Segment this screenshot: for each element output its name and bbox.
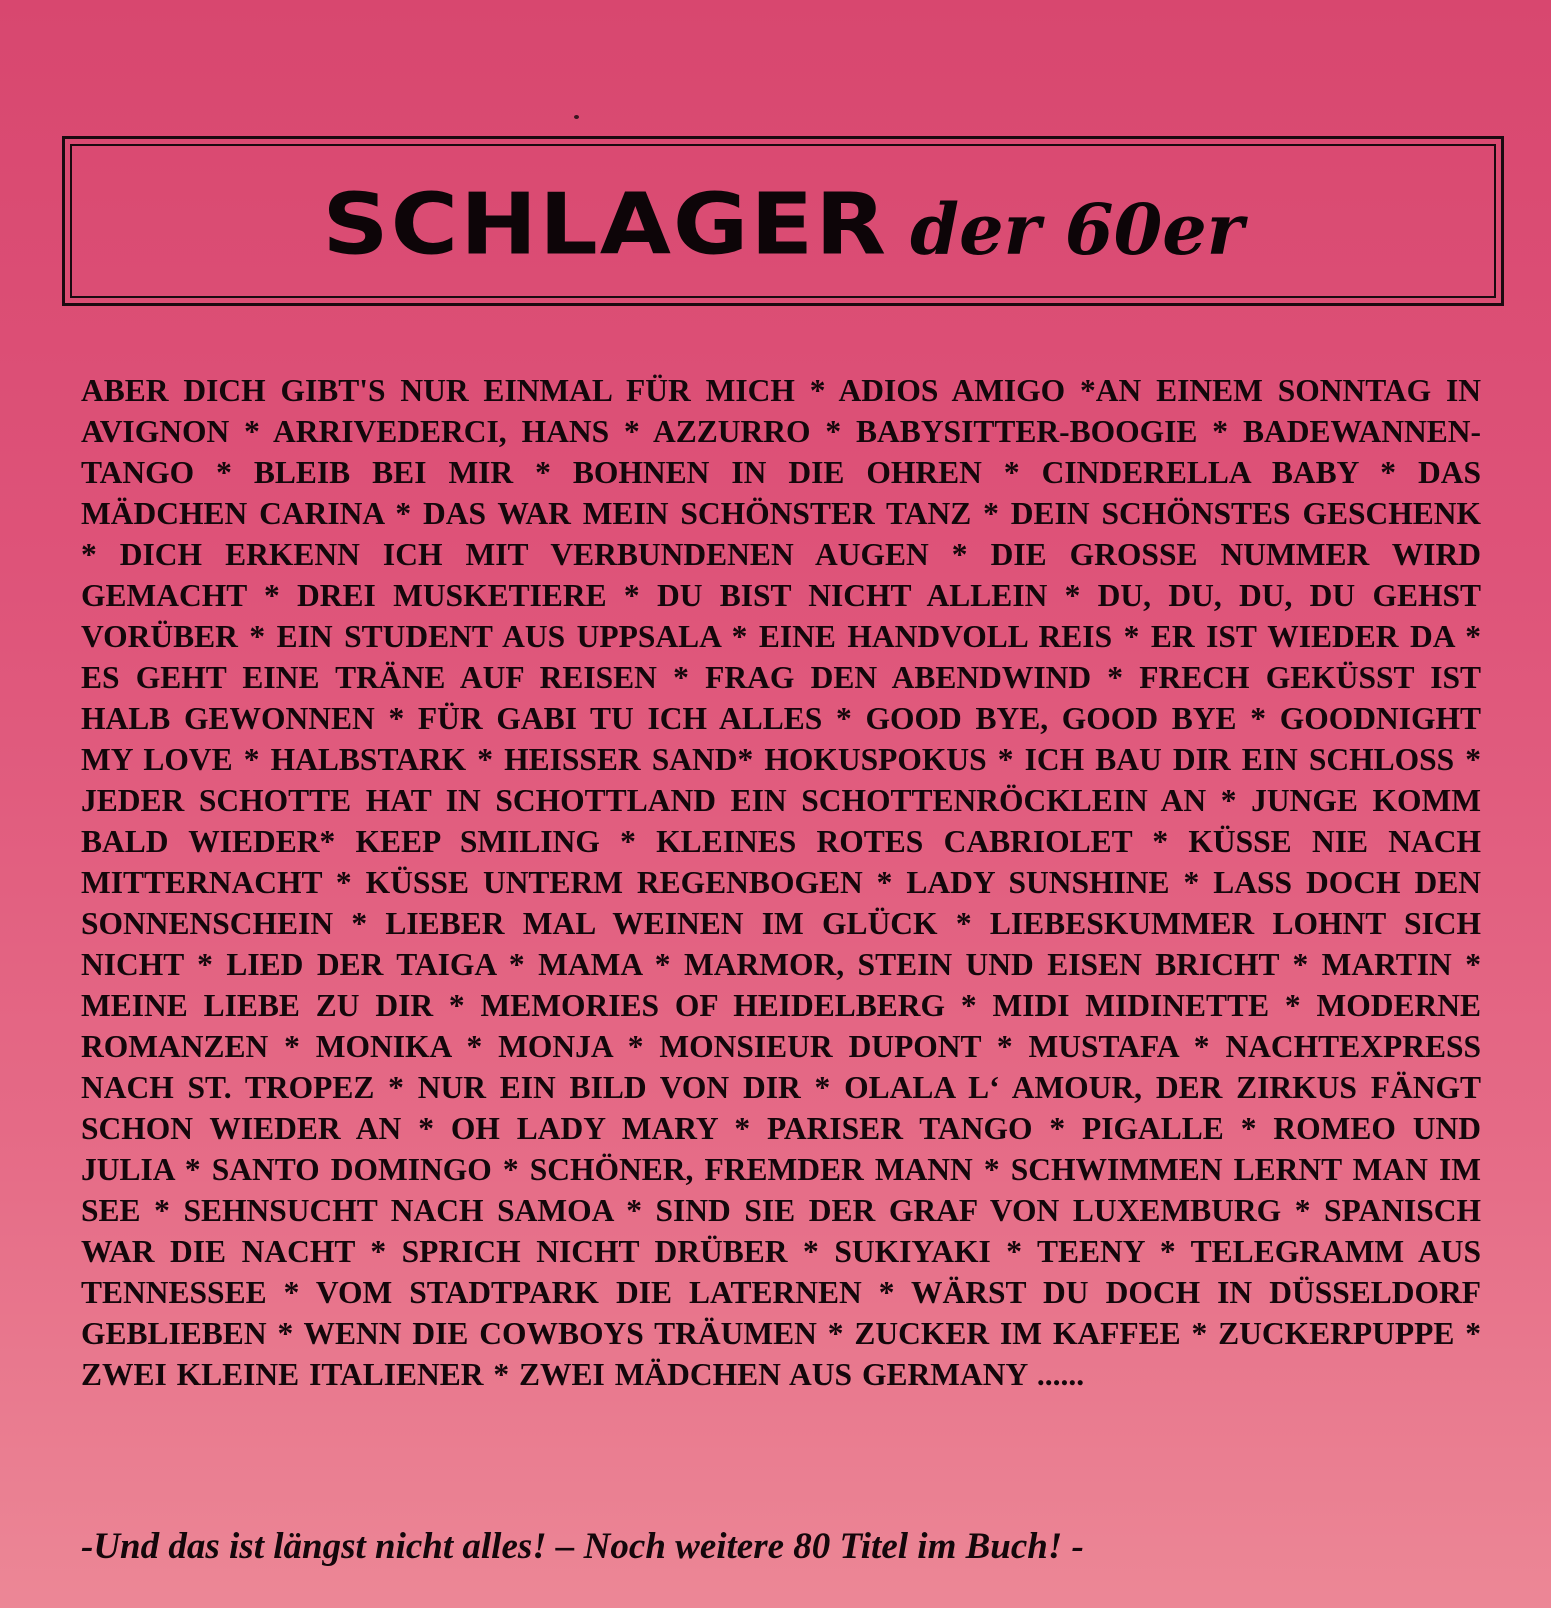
page-subtitle: der 60er [910, 187, 1244, 271]
footer-note: -Und das ist längst nicht alles! – Noch weitere 80 Titel im Buch! - [81, 1526, 1084, 1567]
page-title: SCHLAGER [322, 174, 889, 274]
title-frame [62, 136, 1504, 306]
title-frame-inner [70, 144, 1496, 298]
print-speck [574, 115, 579, 119]
song-title-list: ABER DICH GIBT'S NUR EINMAL FÜR MICH * ADIOS AMIGO *AN EINEM SONNTAG IN AVIGNON * ARRIVEDERCI, HANS * AZZURRO * BABYSITTER-BOOGIE * BADEWANNEN-TANGO * BLEIB BEI MIR * BOHNEN IN DIE OHREN * CINDERELLA BABY * DAS MÄDCHEN CARINA * DAS WAR MEIN SCHÖNSTER TANZ * DEIN SCHÖNSTES GESCHENK * DICH ERKENN ICH MIT VERBUNDENEN AUGEN * DIE GROSSE NUMMER WIRD GEMACHT * DREI MUSKETIERE * DU BIST NICHT ALLEIN * DU, DU, DU, DU GEHST VORÜBER * EIN STUDENT AUS UPPSALA * EINE HANDVOLL REIS * ER IST WIEDER DA * ES GEHT EINE TRÄNE AUF REISEN * FRAG DEN ABENDWIND * FRECH GEKÜSST IST HALB GEWONNEN * FÜR GABI TU ICH ALLES * GOOD BYE, GOOD BYE * GOODNIGHT MY LOVE * HALBSTARK * HEISSER SAND* HOKUSPOKUS * ICH BAU DIR EIN SCHLOSS * JEDER SCHOTTE HAT IN SCHOTTLAND EIN SCHOTTENRÖCKLEIN AN * JUNGE KOMM BALD WIEDER* KEEP SMILING * KLEINES ROTES CABRIOLET * KÜSSE NIE NACH MITTERNACHT * KÜSSE UNTERM REGENBOGEN * LADY SUNSHINE * LASS DOCH DEN SONNENSCHEIN * LIEBER MAL WEINEN IM GLÜCK * LIEBESKUMMER LOHNT SICH NICHT * LIED DER TAIGA * MAMA * MARMOR, STEIN UND EISEN BRICHT * MARTIN * MEINE LIEBE ZU DIR * MEMORIES OF HEIDELBERG * MIDI MIDINETTE * MODERNE ROMANZEN * MONIKA * MONJA * MONSIEUR DUPONT * MUSTAFA * NACHTEXPRESS NACH ST. TROPEZ * NUR EIN BILD VON DIR * OLALA L‘ AMOUR, DER ZIRKUS FÄNGT SCHON WIEDER AN * OH LADY MARY * PARISER TANGO * PIGALLE * ROMEO UND JULIA * SANTO DOMINGO * SCHÖNER, FREMDER MANN * SCHWIMMEN LERNT MAN IM SEE * SEHNSUCHT NACH SAMOA * SIND SIE DER GRAF VON LUXEMBURG * SPANISCH WAR DIE NACHT * SPRICH NICHT DRÜBER * SUKIYAKI * TEENY * TELEGRAMM AUS TENNESSEE * VOM STADTPARK DIE LATERNEN * WÄRST DU DOCH IN DÜSSELDORF GEBLIEBEN * WENN DIE COWBOYS TRÄUMEN * ZUCKER IM KAFFEE * ZUCKERPUPPE * ZWEI KLEINE ITALIENER * ZWEI MÄDCHEN AUS GERMANY ...... [81, 373, 1481, 1392]
